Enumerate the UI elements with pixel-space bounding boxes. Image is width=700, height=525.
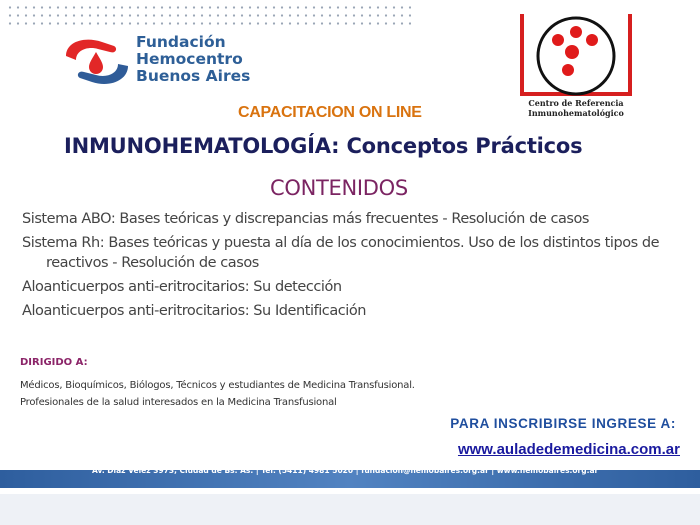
centro-referencia-logo <box>510 10 642 126</box>
fundacion-hemocentro-logo <box>62 32 262 92</box>
hands-drop-icon <box>62 32 132 92</box>
footer-contact: Av. Díaz Velez 3973, Ciudad de Bs. As. | Tel. (5411) 4981 5020 | fundación@hemobaires.org.ar | www.hemobaires.org.ar <box>92 466 599 475</box>
audience-item: Médicos, Bioquímicos, Biólogos, Técnicos y estudiantes de Medicina Transfusional. <box>20 380 415 391</box>
section-heading: CONTENIDOS <box>270 176 408 200</box>
content-item: Aloanticuerpos anti-eritrocitarios: Su detección <box>22 278 342 295</box>
audience-heading: DIRIGIDO A: <box>20 357 88 368</box>
centro-name: Centro de Referencia Inmunohematológico <box>528 98 624 118</box>
audience-list <box>20 377 415 411</box>
footer-base <box>0 494 700 525</box>
content-item: Sistema ABO: Bases teóricas y discrepancias más frecuentes - Resolución de casos <box>22 211 590 227</box>
audience-item: Profesionales de la salud interesados en la Medicina Transfusional <box>20 397 337 408</box>
course-title: INMUNOHEMATOLOGÍA: Conceptos Prácticos <box>64 134 583 158</box>
signup-link[interactable]: www.auladedemedicina.com.ar <box>457 441 680 458</box>
signup-label: PARA INSCRIBIRSE INGRESE A: <box>450 416 676 431</box>
fundacion-name: Fundación Hemocentro Buenos Aires <box>136 33 251 85</box>
content-item: Aloanticuerpos anti-eritrocitarios: Su Identificación <box>22 302 367 319</box>
content-item: Sistema Rh: Bases teóricas y puesta al día de los conocimientos. Uso de los distintos tipos de reactivos - Resolución de casos <box>22 235 660 271</box>
red-cells-emblem-icon <box>510 10 642 98</box>
footer <box>0 458 700 525</box>
contents-list <box>22 210 692 326</box>
course-subtitle: CAPACITACION ON LINE <box>238 104 422 121</box>
